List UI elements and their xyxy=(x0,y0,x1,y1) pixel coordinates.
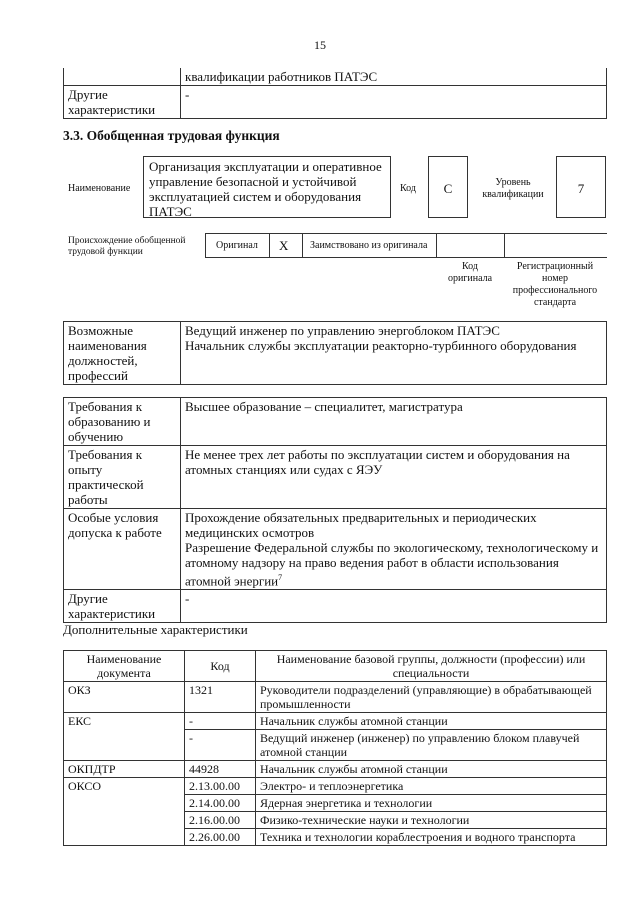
req-label: Другие характеристики xyxy=(64,590,181,623)
original-mark: X xyxy=(279,238,289,253)
table-row: 2.14.00.00 Ядерная энергетика и технологии xyxy=(64,795,607,812)
extra-title: Дополнительные характеристики xyxy=(63,622,248,637)
top-table-value: - xyxy=(181,86,607,119)
req-value: Не менее трех лет работы по эксплуатации систем и оборудования на атомных станциях или судах с ЯЭУ xyxy=(181,446,607,509)
origin-row xyxy=(205,233,607,258)
req-label: Требования к опыту практической работы xyxy=(64,446,181,509)
table-row: ОКПДТР 44928 Начальник службы атомной станции xyxy=(64,761,607,778)
level-value: 7 xyxy=(556,156,606,218)
original-label: Оригинал xyxy=(216,240,258,251)
name-label: Наименование xyxy=(68,183,131,194)
function-name: Организация эксплуатации и оперативное управление безопасной и устойчивой эксплуатацией систем и оборудования ПАТЭС xyxy=(143,156,391,218)
table-row: ОКСО 2.13.00.00 Электро- и теплоэнергетика xyxy=(64,778,607,795)
section-title: 3.3. Обобщенная трудовая функция xyxy=(63,128,280,143)
top-table xyxy=(63,68,607,119)
table-row: 2.16.00.00 Физико-технические науки и технологии xyxy=(64,812,607,829)
table-row: 2.26.00.00 Техника и технологии кораблестроения и водного транспорта xyxy=(64,829,607,846)
position-item: Ведущий инженер по управлению энергоблоком ПАТЭС xyxy=(185,323,500,338)
position-item: Начальник службы эксплуатации реакторно-турбинного оборудования xyxy=(185,338,577,353)
reg-caption: Регистрационный номер профессионального стандарта xyxy=(512,261,598,308)
extra-table xyxy=(63,650,607,846)
code-value: С xyxy=(428,156,468,218)
req-label: Особые условия допуска к работе xyxy=(64,509,181,590)
level-label: Уровень квалификации xyxy=(482,177,544,200)
table-row: - Ведущий инженер (инженер) по управлению блоком плавучей атомной станции xyxy=(64,730,607,761)
positions-table xyxy=(63,321,607,385)
extra-header: Наименование документа xyxy=(64,651,185,682)
top-table-value: квалификации работников ПАТЭС xyxy=(181,68,607,86)
extra-header: Код xyxy=(185,651,256,682)
table-row: ОКЗ 1321 Руководители подразделений (управляющие) в обрабатывающей промышленности xyxy=(64,682,607,713)
req-value-line: Прохождение обязательных предварительных и периодических медицинских осмотров xyxy=(185,510,537,540)
code-label: Код xyxy=(400,183,416,194)
extra-header: Наименование базовой группы, должности (профессии) или специальности xyxy=(256,651,607,682)
table-row: ЕКС - Начальник службы атомной станции xyxy=(64,713,607,730)
page-number: 15 xyxy=(314,38,326,52)
positions-label: Возможные наименования должностей, профессий xyxy=(64,322,181,385)
req-value xyxy=(181,509,607,590)
borrowed-label: Заимствовано из оригинала xyxy=(310,240,428,251)
requirements-table xyxy=(63,397,607,623)
req-value: Высшее образование – специалитет, магистратура xyxy=(181,398,607,446)
req-value: - xyxy=(181,590,607,623)
origin-label: Происхождение обобщенной трудовой функции xyxy=(68,236,186,257)
footnote-mark: 7 xyxy=(278,573,283,582)
req-label: Требования к образованию и обучению xyxy=(64,398,181,446)
positions-values xyxy=(181,322,607,385)
code-caption: Код оригинала xyxy=(447,261,493,284)
req-value-line: Разрешение Федеральной службы по экологическому, технологическому и атомному надзору на право ведения работ в области использования атомной энергии$^7$ xyxy=(185,540,599,589)
top-table-label: Другие характеристики xyxy=(64,86,181,119)
